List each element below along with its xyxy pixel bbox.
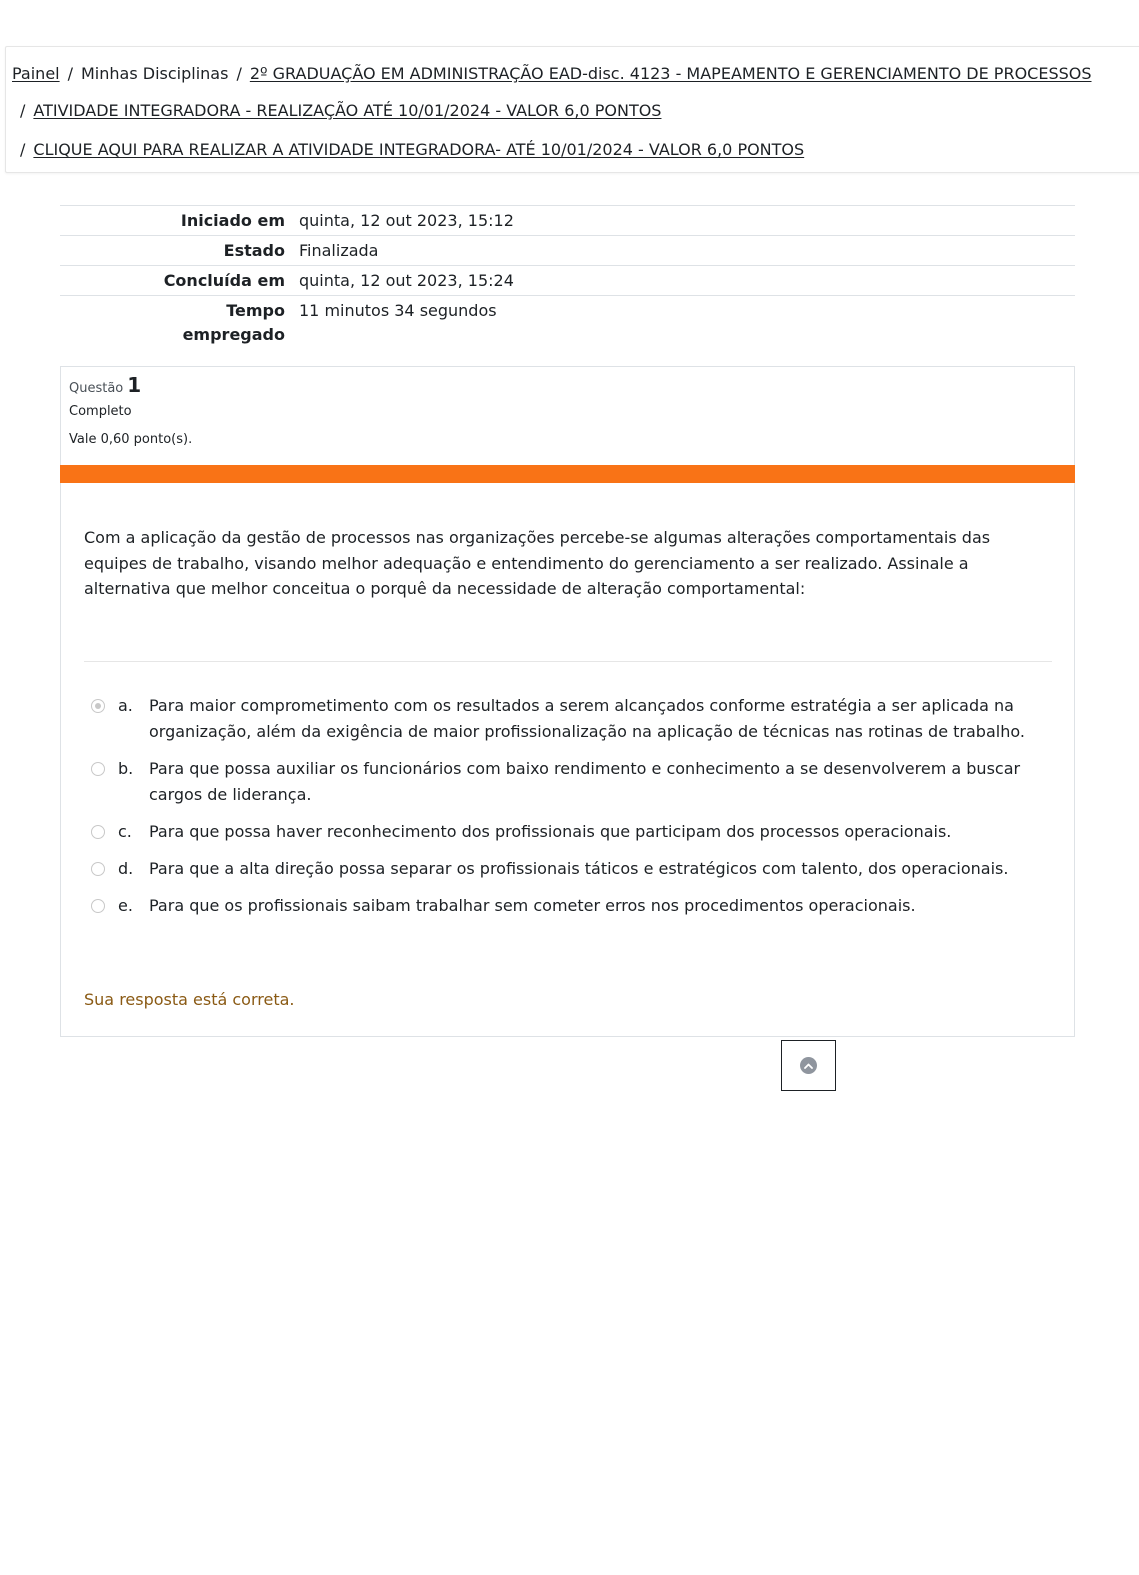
option-letter: a. [118,696,133,715]
breadcrumb-link-course[interactable]: 2º GRADUAÇÃO EM ADMINISTRAÇÃO EAD-disc. 4123 - MAPEAMENTO E GERENCIAMENTO DE PROCESSOS [249,64,1092,83]
question-grade: Vale 0,60 ponto(s). [69,432,193,447]
summary-row-state [60,236,1075,266]
option-text: Para que possa haver reconhecimento dos profissionais que participam dos processos operacionais. [149,822,952,841]
breadcrumb-separator: / [20,140,26,159]
summary-value: quinta, 12 out 2023, 15:24 [299,271,514,290]
breadcrumb-link-activity[interactable]: CLIQUE AQUI PARA REALIZAR A ATIVIDADE INTEGRADORA- ATÉ 10/01/2024 - VALOR 6,0 PONTOS [33,140,805,159]
chevron-up-icon [800,1057,817,1074]
summary-row-time-taken [60,296,1075,350]
radio-icon[interactable] [91,862,105,876]
answer-option-e[interactable] [91,893,1051,919]
option-letter: b. [118,759,134,778]
summary-value: quinta, 12 out 2023, 15:12 [299,211,514,230]
radio-icon[interactable] [91,899,105,913]
summary-row-completed [60,266,1075,296]
question-label: Questão [69,381,124,396]
option-letter: e. [118,896,133,915]
answer-option-c[interactable] [91,819,1051,845]
option-letter: c. [118,822,132,841]
option-letter: d. [118,859,134,878]
answer-option-b[interactable] [91,756,1051,808]
question-number: 1 [127,373,142,397]
breadcrumb [5,46,1139,173]
option-text: Para que possa auxiliar os funcionários com baixo rendimento e conhecimento a se desenvolverem a buscar cargos de liderança. [149,759,1021,804]
breadcrumb-link-painel[interactable]: Painel [12,64,60,83]
question-title [69,373,192,399]
radio-selected-icon[interactable] [91,699,105,713]
breadcrumb-line-3 [20,140,804,160]
radio-icon[interactable] [91,825,105,839]
breadcrumb-line-2 [20,101,661,121]
question-card [60,366,1075,1037]
breadcrumb-link-section[interactable]: ATIVIDADE INTEGRADORA - REALIZAÇÃO ATÉ 10/01/2024 - VALOR 6,0 PONTOS [33,101,662,120]
option-text: Para que a alta direção possa separar os profissionais táticos e estratégicos com talento, dos operacionais. [149,859,1009,878]
radio-icon[interactable] [91,762,105,776]
summary-value: Finalizada [299,241,379,260]
breadcrumb-line-1 [12,64,1092,84]
summary-value: 11 minutos 34 segundos [299,301,497,320]
answer-option-a[interactable] [91,693,1051,745]
question-accent-bar [60,465,1075,483]
option-text: Para que os profissionais saibam trabalhar sem cometer erros nos procedimentos operacionais. [149,896,916,915]
summary-row-started [60,206,1075,236]
summary-label: Concluída em [163,271,285,290]
question-info [69,373,192,449]
summary-label: Iniciado em [180,211,285,230]
attempt-summary-table [60,205,1075,349]
breadcrumb-item-minhas-disciplinas: Minhas Disciplinas [81,64,229,83]
divider [84,661,1052,662]
question-text: Com a aplicação da gestão de processos nas organizações percebe-se algumas alterações comportamentais das equipes de trabalho, visando melhor adequação e entendimento do gerenciamento a ser realizado. Assinale a alternativa que melhor conceitua o porquê da necessidade de alteração comportamental: [84,528,991,598]
back-to-top-button[interactable] [781,1040,836,1091]
question-state: Completo [69,404,132,419]
answer-feedback: Sua resposta está correta. [84,990,295,1009]
option-text: Para maior comprometimento com os resultados a serem alcançados conforme estratégia a ser aplicada na organização, além da exigência de maior profissionalização na aplicação de técnicas nas rotinas de trabalho. [149,696,1025,741]
answer-option-d[interactable] [91,856,1051,882]
summary-label: Tempo empregado [182,301,285,344]
answer-options [91,693,1051,930]
summary-label: Estado [223,241,285,260]
breadcrumb-separator: / [236,64,242,83]
breadcrumb-separator: / [67,64,73,83]
breadcrumb-separator: / [20,101,26,120]
